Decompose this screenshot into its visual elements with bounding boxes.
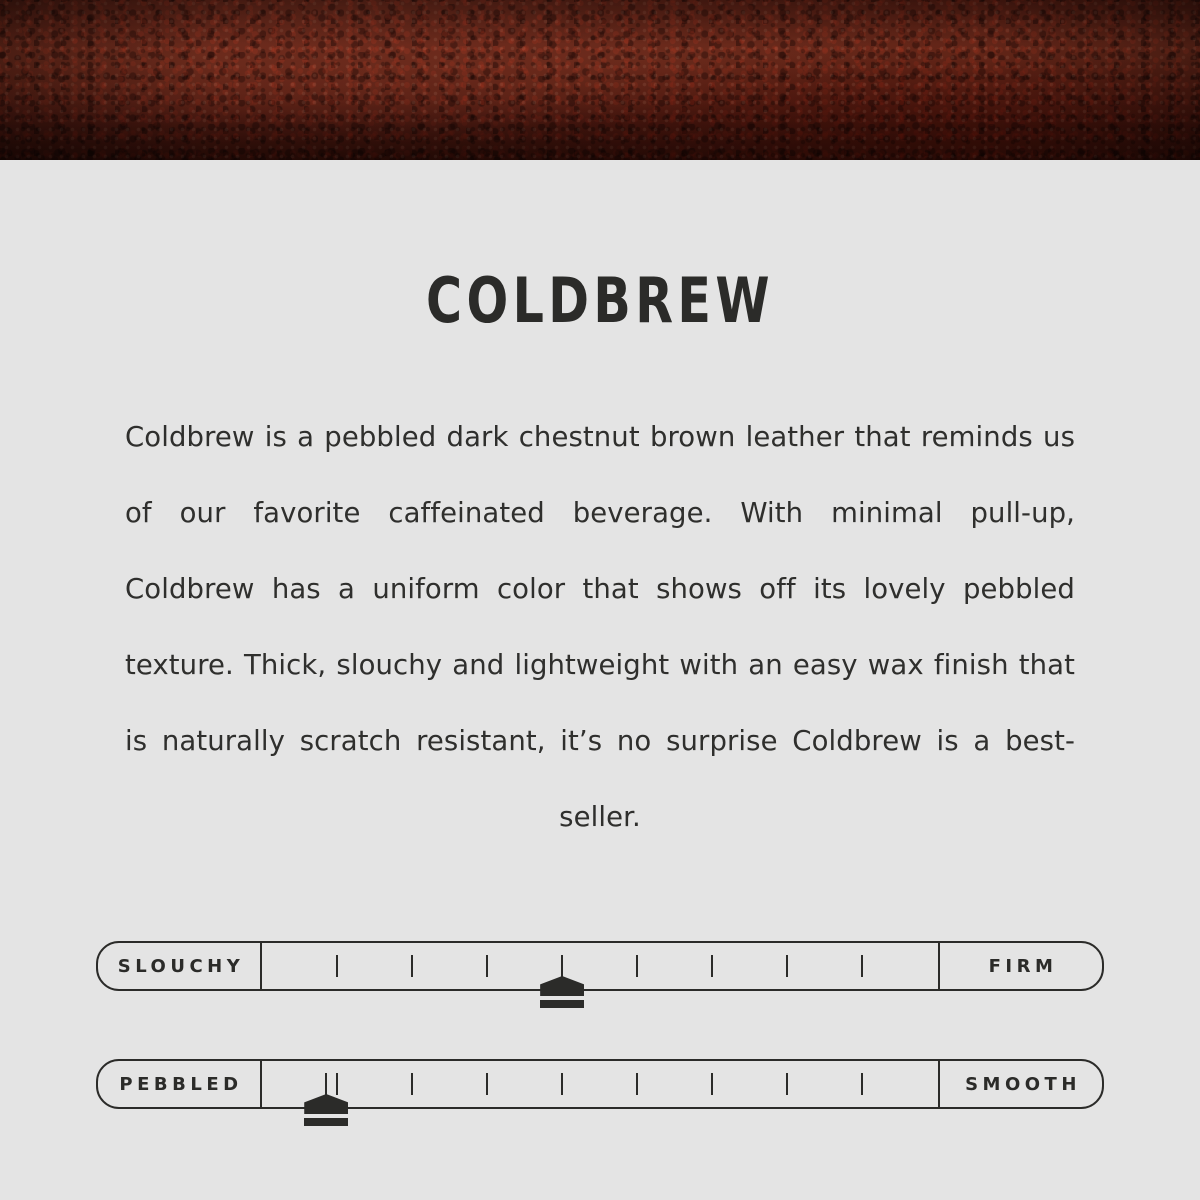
scale-tick [336, 1073, 338, 1095]
scale-firmness-left-label: SLOUCHY [98, 943, 262, 989]
leather-texture-banner [0, 0, 1200, 160]
marker-stem [325, 1073, 327, 1095]
scale-firmness-track[interactable] [262, 943, 938, 989]
scale-tick [786, 955, 788, 977]
scale-tick [636, 955, 638, 977]
scale-tick [411, 1073, 413, 1095]
page-title: COLDBREW [426, 264, 774, 337]
scale-firmness [96, 941, 1104, 991]
scale-tick [711, 1073, 713, 1095]
scale-tick [861, 955, 863, 977]
scale-tick [336, 955, 338, 977]
marker-pointer-icon [540, 976, 584, 996]
scale-texture-right-label: SMOOTH [938, 1061, 1102, 1107]
product-description: Coldbrew is a pebbled dark chestnut brown leather that reminds us of our favorite caffeinated beverage. With minimal pull-up, Coldbrew has a uniform color that shows off its lovely pebbled texture. Thick, slouchy and lightweight with an easy wax finish that is naturally scratch resistant, it’s no surprise Coldbrew is a best-seller. [125, 421, 1075, 833]
scale-tick [486, 1073, 488, 1095]
scale-tick [861, 1073, 863, 1095]
scale-tick [786, 1073, 788, 1095]
scale-tick [486, 955, 488, 977]
scale-firmness-right-label: FIRM [938, 943, 1102, 989]
content-area [0, 160, 1200, 1109]
scale-tick [561, 955, 563, 977]
scale-texture-marker[interactable] [304, 1073, 348, 1126]
scale-tick [411, 955, 413, 977]
marker-pointer-icon [304, 1094, 348, 1114]
scale-texture-track[interactable] [262, 1061, 938, 1107]
scale-tick [711, 955, 713, 977]
scale-tick [636, 1073, 638, 1095]
marker-base-bar [540, 1000, 584, 1008]
scale-texture [96, 1059, 1104, 1109]
leather-vignette [0, 0, 1200, 160]
scale-tick [561, 1073, 563, 1095]
marker-base-bar [304, 1118, 348, 1126]
scale-texture-left-label: PEBBLED [98, 1061, 262, 1107]
attribute-scales [60, 941, 1140, 1109]
